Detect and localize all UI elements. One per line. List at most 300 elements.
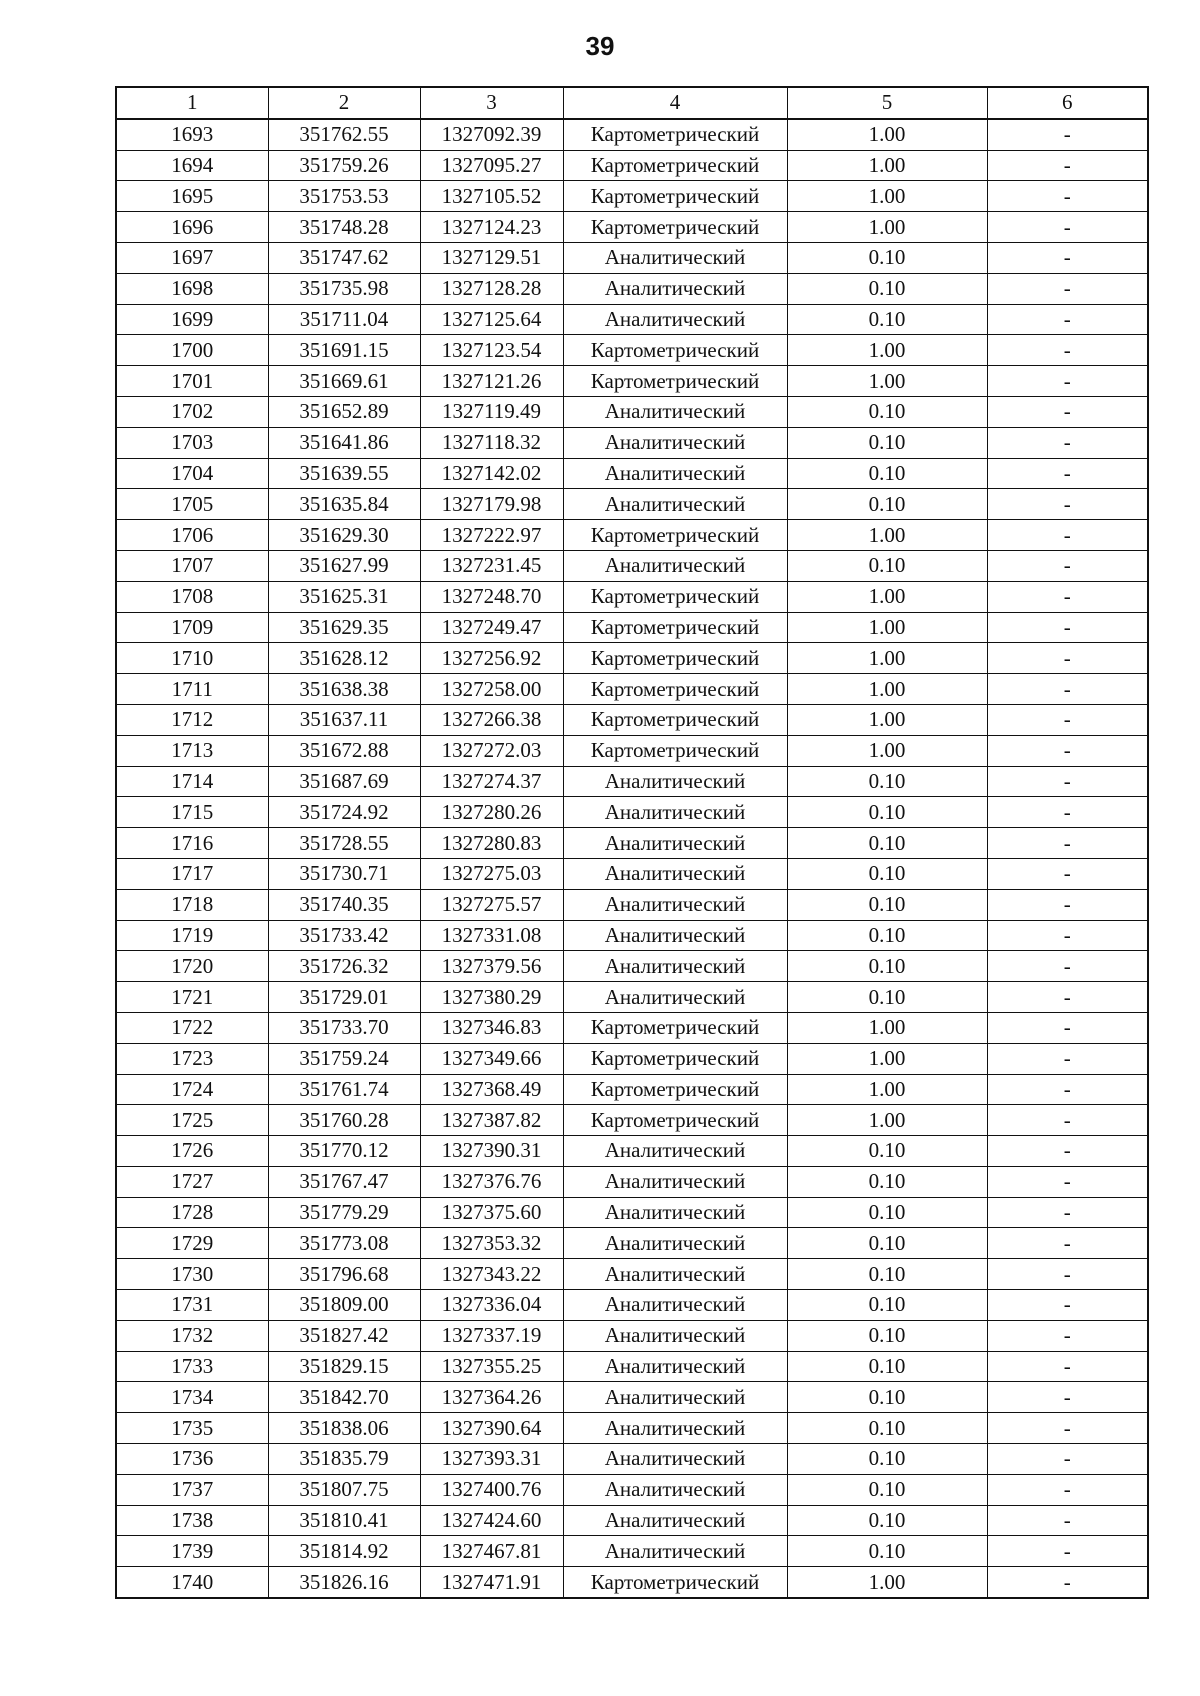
table-row [116, 612, 1148, 643]
note-cell: - [987, 1382, 1148, 1413]
column-header-2: 2 [268, 87, 420, 119]
note-cell: - [987, 858, 1148, 889]
point-number-cell: 1713 [116, 735, 268, 766]
y-coordinate-cell: 1327179.98 [420, 489, 563, 520]
point-number-cell: 1697 [116, 242, 268, 273]
accuracy-cell: 0.10 [787, 304, 987, 335]
accuracy-cell: 0.10 [787, 489, 987, 520]
x-coordinate-cell: 351635.84 [268, 489, 420, 520]
accuracy-cell: 0.10 [787, 858, 987, 889]
point-number-cell: 1709 [116, 612, 268, 643]
table-row [116, 366, 1148, 397]
table-row [116, 1197, 1148, 1228]
y-coordinate-cell: 1327272.03 [420, 735, 563, 766]
table-row [116, 674, 1148, 705]
method-cell: Картометрический [563, 581, 787, 612]
table-row [116, 704, 1148, 735]
point-number-cell: 1725 [116, 1105, 268, 1136]
note-cell: - [987, 366, 1148, 397]
x-coordinate-cell: 351629.35 [268, 612, 420, 643]
y-coordinate-cell: 1327390.64 [420, 1413, 563, 1444]
y-coordinate-cell: 1327368.49 [420, 1074, 563, 1105]
y-coordinate-cell: 1327393.31 [420, 1444, 563, 1475]
method-cell: Картометрический [563, 150, 787, 181]
note-cell: - [987, 150, 1148, 181]
x-coordinate-cell: 351809.00 [268, 1290, 420, 1321]
y-coordinate-cell: 1327390.31 [420, 1136, 563, 1167]
note-cell: - [987, 1567, 1148, 1598]
accuracy-cell: 0.10 [787, 889, 987, 920]
note-cell: - [987, 1413, 1148, 1444]
note-cell: - [987, 335, 1148, 366]
table-row [116, 951, 1148, 982]
x-coordinate-cell: 351638.38 [268, 674, 420, 705]
table-row [116, 119, 1148, 150]
x-coordinate-cell: 351628.12 [268, 643, 420, 674]
table-row [116, 1290, 1148, 1321]
accuracy-cell: 1.00 [787, 1043, 987, 1074]
x-coordinate-cell: 351796.68 [268, 1259, 420, 1290]
table-row [116, 889, 1148, 920]
point-number-cell: 1722 [116, 1012, 268, 1043]
coordinates-table [115, 86, 1149, 1599]
method-cell: Аналитический [563, 1536, 787, 1567]
table-row [116, 150, 1148, 181]
point-number-cell: 1735 [116, 1413, 268, 1444]
y-coordinate-cell: 1327231.45 [420, 550, 563, 581]
y-coordinate-cell: 1327343.22 [420, 1259, 563, 1290]
y-coordinate-cell: 1327355.25 [420, 1351, 563, 1382]
y-coordinate-cell: 1327331.08 [420, 920, 563, 951]
accuracy-cell: 0.10 [787, 427, 987, 458]
method-cell: Аналитический [563, 427, 787, 458]
point-number-cell: 1712 [116, 704, 268, 735]
y-coordinate-cell: 1327128.28 [420, 273, 563, 304]
y-coordinate-cell: 1327467.81 [420, 1536, 563, 1567]
x-coordinate-cell: 351637.11 [268, 704, 420, 735]
method-cell: Аналитический [563, 1505, 787, 1536]
point-number-cell: 1740 [116, 1567, 268, 1598]
method-cell: Картометрический [563, 520, 787, 551]
note-cell: - [987, 181, 1148, 212]
x-coordinate-cell: 351627.99 [268, 550, 420, 581]
table-row [116, 982, 1148, 1013]
table-row [116, 766, 1148, 797]
table-row [116, 1382, 1148, 1413]
accuracy-cell: 1.00 [787, 674, 987, 705]
x-coordinate-cell: 351814.92 [268, 1536, 420, 1567]
table-row [116, 242, 1148, 273]
y-coordinate-cell: 1327337.19 [420, 1320, 563, 1351]
point-number-cell: 1693 [116, 119, 268, 150]
method-cell: Аналитический [563, 1290, 787, 1321]
table-row [116, 1505, 1148, 1536]
y-coordinate-cell: 1327125.64 [420, 304, 563, 335]
y-coordinate-cell: 1327105.52 [420, 181, 563, 212]
y-coordinate-cell: 1327119.49 [420, 396, 563, 427]
table-row [116, 797, 1148, 828]
accuracy-cell: 1.00 [787, 735, 987, 766]
note-cell: - [987, 1536, 1148, 1567]
accuracy-cell: 0.10 [787, 1536, 987, 1567]
method-cell: Аналитический [563, 1259, 787, 1290]
table-row [116, 1413, 1148, 1444]
table-row [116, 489, 1148, 520]
point-number-cell: 1721 [116, 982, 268, 1013]
point-number-cell: 1710 [116, 643, 268, 674]
accuracy-cell: 0.10 [787, 1444, 987, 1475]
x-coordinate-cell: 351726.32 [268, 951, 420, 982]
method-cell: Картометрический [563, 366, 787, 397]
note-cell: - [987, 704, 1148, 735]
table-row [116, 1444, 1148, 1475]
note-cell: - [987, 735, 1148, 766]
table-row [116, 1228, 1148, 1259]
x-coordinate-cell: 351669.61 [268, 366, 420, 397]
header-row [116, 87, 1148, 119]
y-coordinate-cell: 1327118.32 [420, 427, 563, 458]
table-row [116, 735, 1148, 766]
method-cell: Аналитический [563, 396, 787, 427]
method-cell: Аналитический [563, 1166, 787, 1197]
x-coordinate-cell: 351829.15 [268, 1351, 420, 1382]
point-number-cell: 1737 [116, 1474, 268, 1505]
accuracy-cell: 0.10 [787, 920, 987, 951]
x-coordinate-cell: 351724.92 [268, 797, 420, 828]
x-coordinate-cell: 351691.15 [268, 335, 420, 366]
x-coordinate-cell: 351759.24 [268, 1043, 420, 1074]
method-cell: Аналитический [563, 858, 787, 889]
table-row [116, 335, 1148, 366]
method-cell: Аналитический [563, 273, 787, 304]
method-cell: Аналитический [563, 242, 787, 273]
method-cell: Картометрический [563, 735, 787, 766]
method-cell: Аналитический [563, 797, 787, 828]
y-coordinate-cell: 1327121.26 [420, 366, 563, 397]
x-coordinate-cell: 351773.08 [268, 1228, 420, 1259]
y-coordinate-cell: 1327275.57 [420, 889, 563, 920]
point-number-cell: 1719 [116, 920, 268, 951]
note-cell: - [987, 1136, 1148, 1167]
accuracy-cell: 0.10 [787, 1197, 987, 1228]
x-coordinate-cell: 351735.98 [268, 273, 420, 304]
column-header-5: 5 [787, 87, 987, 119]
table-row [116, 181, 1148, 212]
method-cell: Картометрический [563, 612, 787, 643]
table-row [116, 212, 1148, 243]
y-coordinate-cell: 1327274.37 [420, 766, 563, 797]
point-number-cell: 1728 [116, 1197, 268, 1228]
y-coordinate-cell: 1327280.83 [420, 828, 563, 859]
y-coordinate-cell: 1327280.26 [420, 797, 563, 828]
note-cell: - [987, 1166, 1148, 1197]
y-coordinate-cell: 1327258.00 [420, 674, 563, 705]
x-coordinate-cell: 351672.88 [268, 735, 420, 766]
note-cell: - [987, 674, 1148, 705]
point-number-cell: 1698 [116, 273, 268, 304]
y-coordinate-cell: 1327256.92 [420, 643, 563, 674]
method-cell: Аналитический [563, 1320, 787, 1351]
method-cell: Аналитический [563, 550, 787, 581]
column-header-4: 4 [563, 87, 787, 119]
x-coordinate-cell: 351729.01 [268, 982, 420, 1013]
note-cell: - [987, 520, 1148, 551]
column-header-1: 1 [116, 87, 268, 119]
accuracy-cell: 0.10 [787, 1382, 987, 1413]
x-coordinate-cell: 351767.47 [268, 1166, 420, 1197]
x-coordinate-cell: 351728.55 [268, 828, 420, 859]
accuracy-cell: 0.10 [787, 1320, 987, 1351]
accuracy-cell: 1.00 [787, 119, 987, 150]
column-header-3: 3 [420, 87, 563, 119]
method-cell: Аналитический [563, 920, 787, 951]
point-number-cell: 1714 [116, 766, 268, 797]
point-number-cell: 1702 [116, 396, 268, 427]
x-coordinate-cell: 351760.28 [268, 1105, 420, 1136]
y-coordinate-cell: 1327376.76 [420, 1166, 563, 1197]
x-coordinate-cell: 351625.31 [268, 581, 420, 612]
note-cell: - [987, 797, 1148, 828]
x-coordinate-cell: 351652.89 [268, 396, 420, 427]
accuracy-cell: 1.00 [787, 150, 987, 181]
note-cell: - [987, 1505, 1148, 1536]
note-cell: - [987, 766, 1148, 797]
y-coordinate-cell: 1327249.47 [420, 612, 563, 643]
table-row [116, 458, 1148, 489]
table-row [116, 1074, 1148, 1105]
point-number-cell: 1733 [116, 1351, 268, 1382]
y-coordinate-cell: 1327424.60 [420, 1505, 563, 1536]
point-number-cell: 1739 [116, 1536, 268, 1567]
method-cell: Аналитический [563, 951, 787, 982]
table-row [116, 828, 1148, 859]
x-coordinate-cell: 351807.75 [268, 1474, 420, 1505]
x-coordinate-cell: 351759.26 [268, 150, 420, 181]
accuracy-cell: 0.10 [787, 550, 987, 581]
x-coordinate-cell: 351835.79 [268, 1444, 420, 1475]
x-coordinate-cell: 351826.16 [268, 1567, 420, 1598]
table-row [116, 550, 1148, 581]
accuracy-cell: 1.00 [787, 1105, 987, 1136]
table-header [116, 87, 1148, 119]
x-coordinate-cell: 351730.71 [268, 858, 420, 889]
method-cell: Аналитический [563, 766, 787, 797]
table-row [116, 1136, 1148, 1167]
accuracy-cell: 1.00 [787, 643, 987, 674]
accuracy-cell: 1.00 [787, 1012, 987, 1043]
note-cell: - [987, 951, 1148, 982]
table-row [116, 1474, 1148, 1505]
table-row [116, 1105, 1148, 1136]
x-coordinate-cell: 351639.55 [268, 458, 420, 489]
note-cell: - [987, 1012, 1148, 1043]
note-cell: - [987, 1474, 1148, 1505]
note-cell: - [987, 427, 1148, 458]
accuracy-cell: 1.00 [787, 181, 987, 212]
point-number-cell: 1738 [116, 1505, 268, 1536]
table-row [116, 1259, 1148, 1290]
point-number-cell: 1732 [116, 1320, 268, 1351]
method-cell: Аналитический [563, 1351, 787, 1382]
method-cell: Аналитический [563, 1228, 787, 1259]
note-cell: - [987, 643, 1148, 674]
method-cell: Аналитический [563, 1474, 787, 1505]
point-number-cell: 1727 [116, 1166, 268, 1197]
accuracy-cell: 0.10 [787, 458, 987, 489]
point-number-cell: 1694 [116, 150, 268, 181]
point-number-cell: 1717 [116, 858, 268, 889]
x-coordinate-cell: 351748.28 [268, 212, 420, 243]
accuracy-cell: 0.10 [787, 1474, 987, 1505]
point-number-cell: 1726 [116, 1136, 268, 1167]
accuracy-cell: 0.10 [787, 242, 987, 273]
accuracy-cell: 0.10 [787, 1505, 987, 1536]
x-coordinate-cell: 351761.74 [268, 1074, 420, 1105]
accuracy-cell: 0.10 [787, 396, 987, 427]
accuracy-cell: 0.10 [787, 797, 987, 828]
y-coordinate-cell: 1327353.32 [420, 1228, 563, 1259]
x-coordinate-cell: 351810.41 [268, 1505, 420, 1536]
note-cell: - [987, 1320, 1148, 1351]
y-coordinate-cell: 1327142.02 [420, 458, 563, 489]
x-coordinate-cell: 351711.04 [268, 304, 420, 335]
method-cell: Аналитический [563, 889, 787, 920]
x-coordinate-cell: 351740.35 [268, 889, 420, 920]
point-number-cell: 1696 [116, 212, 268, 243]
x-coordinate-cell: 351753.53 [268, 181, 420, 212]
x-coordinate-cell: 351827.42 [268, 1320, 420, 1351]
note-cell: - [987, 828, 1148, 859]
accuracy-cell: 0.10 [787, 1136, 987, 1167]
note-cell: - [987, 920, 1148, 951]
note-cell: - [987, 1074, 1148, 1105]
x-coordinate-cell: 351842.70 [268, 1382, 420, 1413]
note-cell: - [987, 273, 1148, 304]
accuracy-cell: 0.10 [787, 1290, 987, 1321]
x-coordinate-cell: 351687.69 [268, 766, 420, 797]
accuracy-cell: 1.00 [787, 704, 987, 735]
method-cell: Картометрический [563, 119, 787, 150]
y-coordinate-cell: 1327471.91 [420, 1567, 563, 1598]
table-row [116, 396, 1148, 427]
method-cell: Картометрический [563, 1012, 787, 1043]
point-number-cell: 1708 [116, 581, 268, 612]
point-number-cell: 1723 [116, 1043, 268, 1074]
accuracy-cell: 0.10 [787, 1166, 987, 1197]
point-number-cell: 1699 [116, 304, 268, 335]
method-cell: Аналитический [563, 304, 787, 335]
table-row [116, 1567, 1148, 1598]
x-coordinate-cell: 351762.55 [268, 119, 420, 150]
x-coordinate-cell: 351770.12 [268, 1136, 420, 1167]
point-number-cell: 1720 [116, 951, 268, 982]
note-cell: - [987, 1351, 1148, 1382]
method-cell: Аналитический [563, 1382, 787, 1413]
note-cell: - [987, 1444, 1148, 1475]
accuracy-cell: 0.10 [787, 828, 987, 859]
point-number-cell: 1700 [116, 335, 268, 366]
accuracy-cell: 1.00 [787, 1567, 987, 1598]
accuracy-cell: 1.00 [787, 612, 987, 643]
note-cell: - [987, 212, 1148, 243]
method-cell: Аналитический [563, 982, 787, 1013]
point-number-cell: 1715 [116, 797, 268, 828]
note-cell: - [987, 458, 1148, 489]
accuracy-cell: 0.10 [787, 1228, 987, 1259]
note-cell: - [987, 1290, 1148, 1321]
y-coordinate-cell: 1327266.38 [420, 704, 563, 735]
accuracy-cell: 0.10 [787, 1413, 987, 1444]
x-coordinate-cell: 351747.62 [268, 242, 420, 273]
accuracy-cell: 0.10 [787, 1259, 987, 1290]
accuracy-cell: 0.10 [787, 1351, 987, 1382]
accuracy-cell: 1.00 [787, 212, 987, 243]
accuracy-cell: 0.10 [787, 982, 987, 1013]
table-body [116, 119, 1148, 1598]
point-number-cell: 1703 [116, 427, 268, 458]
point-number-cell: 1707 [116, 550, 268, 581]
table-row [116, 1351, 1148, 1382]
method-cell: Аналитический [563, 489, 787, 520]
y-coordinate-cell: 1327346.83 [420, 1012, 563, 1043]
note-cell: - [987, 982, 1148, 1013]
note-cell: - [987, 1043, 1148, 1074]
accuracy-cell: 0.10 [787, 951, 987, 982]
note-cell: - [987, 489, 1148, 520]
point-number-cell: 1730 [116, 1259, 268, 1290]
method-cell: Аналитический [563, 1413, 787, 1444]
table-row [116, 1320, 1148, 1351]
method-cell: Картометрический [563, 704, 787, 735]
x-coordinate-cell: 351641.86 [268, 427, 420, 458]
point-number-cell: 1705 [116, 489, 268, 520]
method-cell: Картометрический [563, 181, 787, 212]
page-number: 39 [585, 31, 615, 61]
method-cell: Картометрический [563, 1105, 787, 1136]
table-row [116, 304, 1148, 335]
y-coordinate-cell: 1327387.82 [420, 1105, 563, 1136]
table-row [116, 1043, 1148, 1074]
note-cell: - [987, 396, 1148, 427]
y-coordinate-cell: 1327336.04 [420, 1290, 563, 1321]
x-coordinate-cell: 351733.42 [268, 920, 420, 951]
method-cell: Аналитический [563, 1136, 787, 1167]
point-number-cell: 1729 [116, 1228, 268, 1259]
accuracy-cell: 1.00 [787, 581, 987, 612]
y-coordinate-cell: 1327364.26 [420, 1382, 563, 1413]
note-cell: - [987, 1228, 1148, 1259]
note-cell: - [987, 242, 1148, 273]
table-row [116, 920, 1148, 951]
method-cell: Картометрический [563, 643, 787, 674]
column-header-6: 6 [987, 87, 1148, 119]
accuracy-cell: 1.00 [787, 1074, 987, 1105]
table-row [116, 643, 1148, 674]
y-coordinate-cell: 1327123.54 [420, 335, 563, 366]
y-coordinate-cell: 1327379.56 [420, 951, 563, 982]
y-coordinate-cell: 1327222.97 [420, 520, 563, 551]
y-coordinate-cell: 1327275.03 [420, 858, 563, 889]
x-coordinate-cell: 351838.06 [268, 1413, 420, 1444]
point-number-cell: 1716 [116, 828, 268, 859]
method-cell: Аналитический [563, 1444, 787, 1475]
point-number-cell: 1736 [116, 1444, 268, 1475]
method-cell: Аналитический [563, 828, 787, 859]
note-cell: - [987, 119, 1148, 150]
y-coordinate-cell: 1327092.39 [420, 119, 563, 150]
note-cell: - [987, 550, 1148, 581]
method-cell: Картометрический [563, 674, 787, 705]
